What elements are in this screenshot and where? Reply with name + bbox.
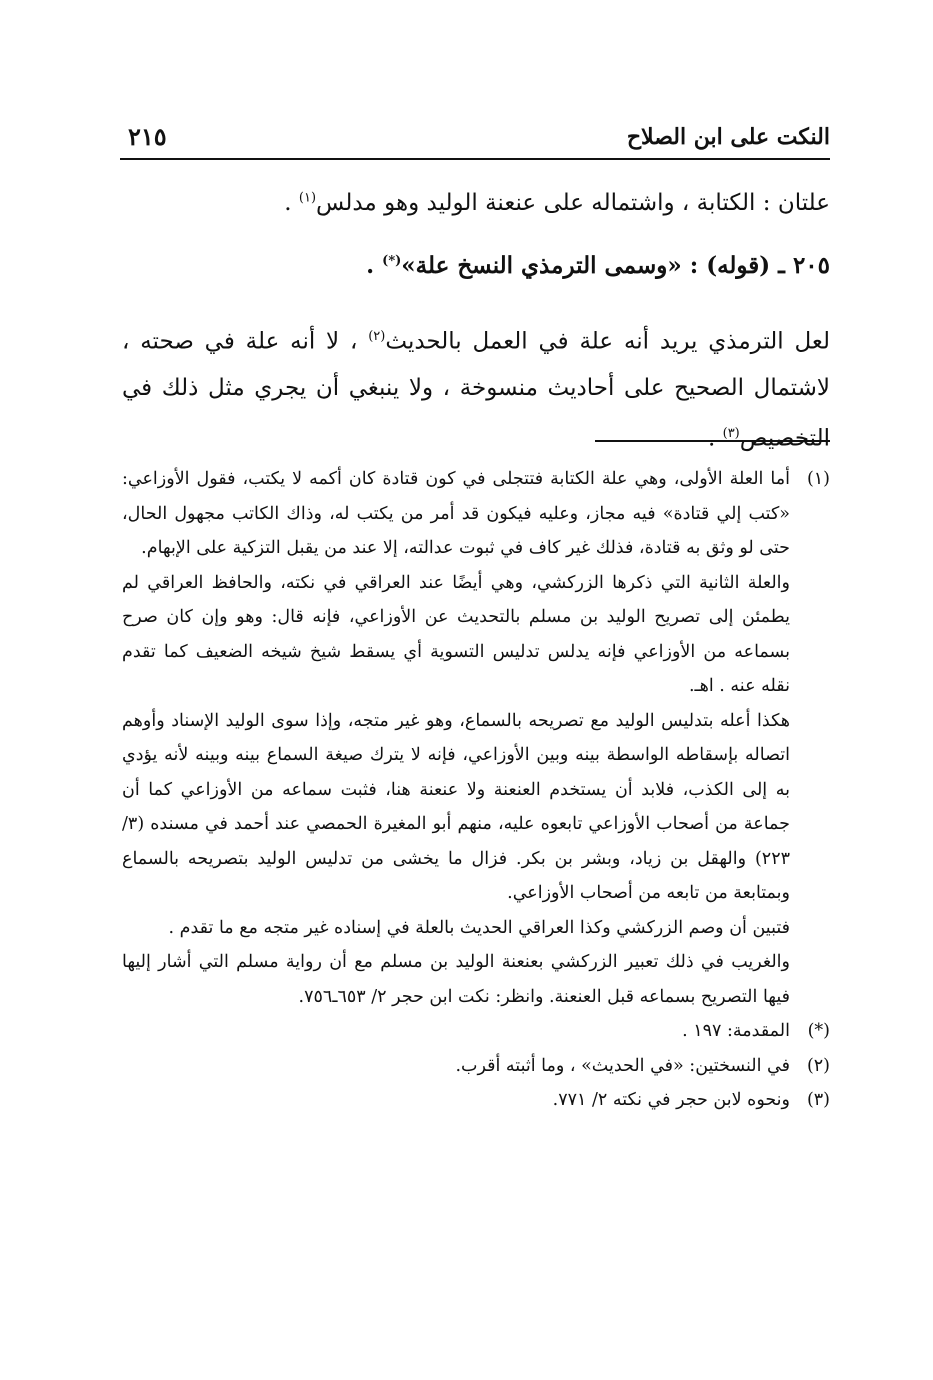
page-number: ٢١٥: [128, 122, 167, 151]
footnote-1-paragraph-1: أما العلة الأولى، وهي علة الكتابة فتتجلى في كون قتادة كان أكمه لا يكتب، فقول الأوزاعي: «كتب إلي قتادة» فيه مجاز، وعليه فيكون قد أمر من يكتب له، وذاك الكاتب مجهول الحال، حتى لو وثق به قتادة، فذلك غير كاف في ثبوت عدالته، إلا عند من يقبل التزكية على الإبهام.: [122, 469, 790, 558]
footnote-2: [122, 1049, 830, 1084]
footnote-star: [122, 1014, 830, 1049]
footnote-2-number: (٢): [806, 1055, 830, 1076]
footnote-star-text: المقدمة: ١٩٧ .: [682, 1021, 790, 1041]
main-paragraph-part1: لعل الترمذي يريد أنه علة في العمل بالحديث: [385, 328, 830, 355]
footnote-divider: [595, 440, 830, 442]
footnote-ref-1[interactable]: (١): [298, 190, 317, 206]
footnote-1-paragraph-5: والغريب في ذلك تعبير الزركشي بعنعنة الوليد بن مسلم مع أن رواية مسلم التي أشار إليها فيها التصريح بسماعه قبل العنعنة. وانظر: نكت ابن حجر ٢/ ٦٥٣ـ٧٥٦.: [122, 952, 790, 1007]
main-line-1-text: علتان : الكتابة ، واشتماله على عنعنة الوليد وهو مدلس: [316, 190, 830, 216]
running-title: النكت على ابن الصلاح: [626, 124, 830, 150]
section-heading-text: ٢٠٥ ـ (قوله) : «وسمى الترمذي النسخ علة»: [401, 252, 830, 279]
footnote-ref-2[interactable]: (٢): [368, 329, 386, 344]
main-paragraph-part2: ، لا أنه علة في صحته ، لاشتمال الصحيح على أحاديث منسوخة ، ولا ينبغي أن يجري مثل ذلك في التخصيص: [122, 328, 830, 452]
footnote-1-body: [122, 462, 790, 1014]
main-line-1: [122, 190, 830, 216]
main-line-1-end: .: [284, 190, 299, 216]
footnote-1-paragraph-3: هكذا أعله بتدليس الوليد مع تصريحه بالسماع، وهو غير متجه، وإذا سوى الوليد الإسناد وأوهم اتصاله بإسقاطه الواسطة بينه وبين الأوزاعي، فإنه لا يترك صيغة السماع بينه وبينه لأنه يؤدي به إلى الكذب، فلابد أن يستخدم العنعنة ولا عنعنة هنا، فثبت سماعه من الأوزاعي كما أن جماعة من أصحاب الأوزاعي تابعوه عليه، منهم أبو المغيرة الحمصي عند أحمد في مسنده (٣/ ٢٢٣) والهقل بن زياد، وبشر بن بكر. فزال ما يخشى من تدليس الوليد بتصريحه بالسماع وبمتابعة من تابعه من أصحاب الأوزاعي.: [122, 710, 790, 903]
footnote-ref-star[interactable]: (*): [382, 253, 402, 269]
footnote-1-paragraph-2: والعلة الثانية التي ذكرها الزركشي، وهي أيضًا عند العراقي في نكته، والحافظ العراقي لم يطمئن إلى تصريح الوليد بن مسلم بالتحديث عن الأوزاعي، فإنه قال: وهو وإن كان صرح بسماعه من الأوزاعي فإنه يدلس تدليس التسوية أي يسقط شيخ شيخه الضعيف كما تقدم نقله عنه . اهـ.: [122, 572, 790, 696]
footnotes: [122, 462, 830, 1118]
footnote-3-text: ونحوه لابن حجر في نكته ٢/ ٧٧١.: [552, 1090, 790, 1110]
footnote-1: [122, 462, 830, 1014]
footnote-2-text: في النسختين: «في الحديث» ، وما أثبته أقرب.: [455, 1055, 790, 1076]
footnote-3: [122, 1083, 830, 1118]
footnote-1-paragraph-4: فتبين أن وصم الزركشي وكذا العراقي الحديث بالعلة في إسناده غير متجه مع ما تقدم .: [168, 917, 790, 938]
footnote-3-number: (٣): [806, 1090, 830, 1110]
footnote-star-number: (*): [807, 1021, 830, 1041]
page-header: [120, 118, 830, 160]
section-heading-end: .: [366, 252, 383, 279]
footnote-ref-3[interactable]: (٣): [722, 425, 740, 441]
section-heading-205: [122, 252, 830, 279]
main-paragraph-end: .: [707, 425, 723, 452]
footnote-1-number: (١): [806, 469, 830, 489]
